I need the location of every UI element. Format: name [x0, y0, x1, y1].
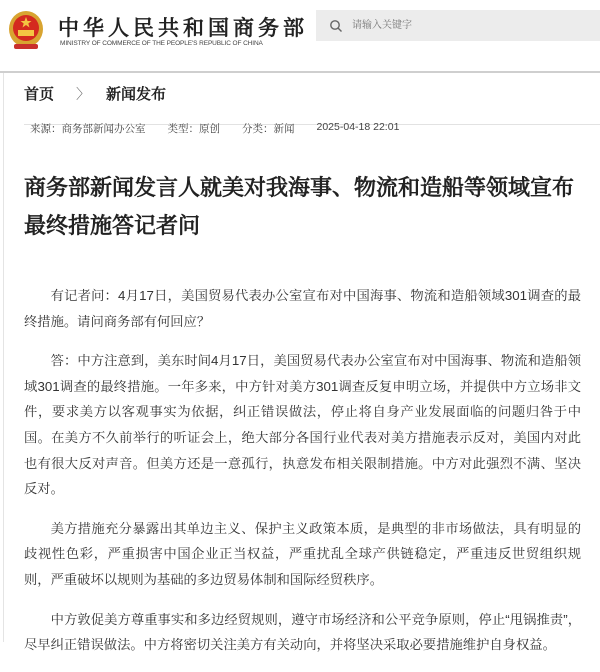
- article-paragraph: 答：中方注意到，美东时间4月17日，美国贸易代表办公室宣布对中国海事、物流和造船领域301调查的最终措施。一年多来，中方针对美方301调查反复申明立场，并提供中方立场非文件，要求美方以客观事实为依据，纠正错误做法，停止将自身产业发展面临的问题归咎于中国。在美方不久前举行的听证会上，绝大部分各国行业代表对美方措施表示反对，美国内对此也有很大反对声音。但美方还是一意孤行，执意发布相关限制措施。中方对此强烈不满、坚决反对。: [24, 353, 581, 497]
- meta-type: 类型：原创: [167, 123, 220, 135]
- search-icon[interactable]: [326, 19, 346, 33]
- search-input[interactable]: [350, 19, 584, 32]
- site-header: [0, 0, 600, 73]
- article-paragraph: 中方敦促美方尊重事实和多边经贸规则，遵守市场经济和公平竞争原则，停止“甩锅推责”，尽早纠正错误做法。中方将密切关注美方有关动向，并将坚决采取必要措施维护自身权益。: [24, 611, 581, 653]
- site-name: 中华人民共和国商务部: [58, 17, 308, 40]
- article-title: 商务部新闻发言人就美对我海事、物流和造船等领域宣布最终措施答记者问: [24, 175, 575, 238]
- breadcrumb-current-link[interactable]: 新闻发布: [106, 86, 167, 103]
- article-paragraph: 有记者问：4月17日，美国贸易代表办公室宣布对中国海事、物流和造船领域301调查的最终措施。请问商务部有何回应？: [24, 288, 581, 329]
- breadcrumb-separator-icon: 〉: [76, 85, 91, 102]
- national-emblem-logo[interactable]: [6, 8, 46, 52]
- meta-source: 来源：商务部新闻办公室: [30, 123, 146, 135]
- article-meta: [30, 121, 421, 136]
- breadcrumb: [24, 83, 166, 104]
- meta-category: 分类：新闻: [242, 123, 295, 135]
- site-name-english: MINISTRY OF COMMERCE OF THE PEOPLE'S REPUBLIC OF CHINA: [60, 40, 263, 47]
- meta-datetime: 2025-04-18 22:01: [316, 121, 400, 133]
- search-box[interactable]: [316, 10, 600, 41]
- article-paragraph: 美方措施充分暴露出其单边主义、保护主义政策本质，是典型的非市场做法，具有明显的歧视性色彩，严重损害中国企业正当权益，严重扰乱全球产供链稳定，严重违反世贸组织规则，严重破坏以规则为基础的多边贸易体制和国际经贸秩序。: [24, 520, 581, 587]
- breadcrumb-home-link[interactable]: 首页: [24, 86, 55, 103]
- article-container: [3, 73, 600, 653]
- article-body: [24, 283, 581, 672]
